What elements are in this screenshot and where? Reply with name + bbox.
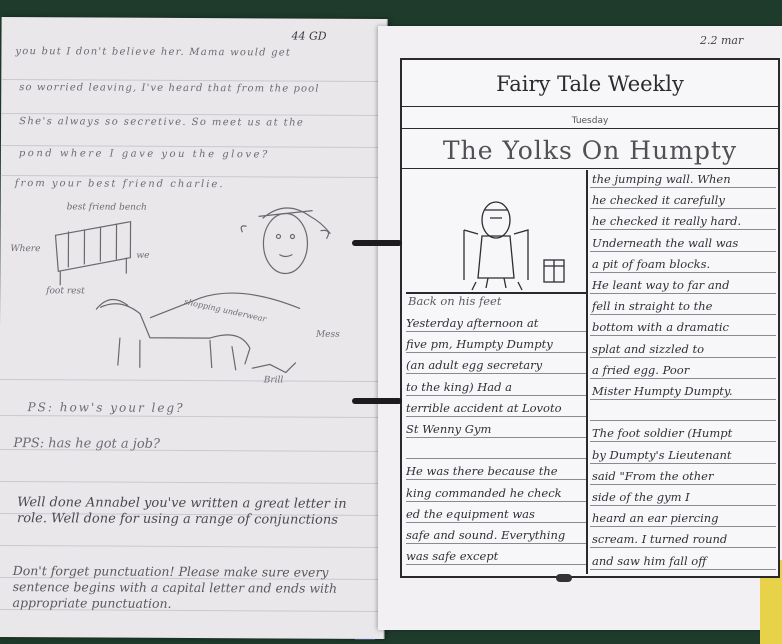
article-line: splat and sizzled to [592, 341, 705, 356]
column-divider [586, 170, 588, 574]
letter-line: from your best friend charlie. [14, 178, 225, 191]
article-line: The foot soldier (Humpt [592, 426, 733, 441]
sketch-label: best friend bench [66, 202, 147, 213]
article-line: the jumping wall. When [592, 172, 731, 186]
letter-line: pond where I gave you the glove? [18, 148, 270, 161]
article-line: he checked it carefully [592, 193, 725, 208]
article-line: and saw him fall off [592, 553, 707, 568]
article-line: (an adult egg secretary [406, 358, 543, 373]
letter-line: so worried leaving, I've heard that from the pool [19, 82, 320, 95]
left-page [0, 17, 388, 639]
binder-ring-bottom [352, 398, 402, 404]
picture-box [406, 170, 588, 292]
sketch-label: Mess [315, 329, 340, 340]
writing-line [406, 416, 586, 417]
article-line: king commanded he check [406, 485, 562, 500]
date-label: Tuesday [571, 116, 609, 126]
article-line: five pm, Humpty Dumpty [406, 337, 553, 352]
article-line: He leant way to far and [592, 278, 730, 292]
writing-line [590, 399, 776, 400]
article-line: scream. I turned round [592, 532, 728, 547]
article-line: bottom with a dramatic [592, 320, 729, 335]
article-line: a fried egg. Poor [592, 362, 690, 377]
sketch-label: Where [10, 244, 41, 255]
writing-line [590, 420, 776, 421]
article-line: Yesterday afternoon at [406, 316, 539, 330]
article-line: terrible accident at Lovoto [406, 400, 562, 415]
article-line: was safe except [406, 549, 499, 564]
writing-line [406, 501, 586, 502]
binder-ring-top [352, 240, 402, 246]
writing-line [590, 547, 776, 548]
newspaper-title: Fairy Tale Weekly [496, 72, 684, 96]
letter-line: She's always so secretive. So meet us at the [19, 116, 305, 129]
writing-line [590, 484, 776, 485]
writing-line [590, 335, 776, 336]
writing-line [406, 564, 586, 565]
publisher-logo [556, 574, 572, 582]
writing-line [590, 293, 776, 294]
article-line: St Wenny Gym [406, 422, 492, 436]
article-line: heard an ear piercing [592, 511, 719, 526]
corner-mark: 2.2 mar [700, 34, 744, 47]
writing-line [590, 187, 776, 188]
writing-line [590, 251, 776, 252]
article-line: by Dumpty's Lieutenant [592, 447, 732, 462]
writing-line [590, 208, 776, 209]
article-line: Underneath the wall was [592, 235, 739, 250]
writing-line [406, 458, 586, 459]
article-line: fell in straight to the [592, 299, 713, 314]
writing-line [406, 437, 586, 438]
humpty-drawing [406, 170, 586, 292]
writing-line [590, 463, 776, 464]
article-line: a pit of foam blocks. [592, 256, 711, 271]
article-line: side of the gym I [592, 490, 690, 504]
header-mark: 44 GD [291, 29, 327, 43]
sketch-label: foot rest [46, 286, 85, 297]
writing-line [406, 522, 586, 523]
article-line: to the king) Had a [406, 379, 513, 394]
article-line: safe and sound. Everything [406, 528, 566, 542]
writing-line [406, 373, 586, 374]
writing-line [406, 395, 586, 396]
writing-line [590, 229, 776, 230]
ps-line: PS: how's your leg? [27, 400, 185, 415]
headline: The Yolks On Humpty [442, 136, 738, 165]
sketch-label: Brill [263, 375, 284, 386]
writing-line [590, 378, 776, 379]
article-line: he checked it really hard. [592, 214, 742, 229]
teacher-comment-praise: Well done Annabel you've written a great letter in role. Well done for using a range of conjunctions [16, 495, 347, 528]
sketch-label: shopping underwear [183, 297, 268, 324]
letter-line: you but I don't believe her. Mama would get [15, 46, 292, 59]
article-line: said "From the other [592, 468, 714, 483]
writing-line [406, 479, 586, 480]
writing-line [406, 331, 586, 332]
article-line: ed the equipment was [406, 506, 535, 521]
writing-line [590, 569, 776, 570]
article-line: He was there because the [406, 464, 558, 479]
writing-line [590, 441, 776, 442]
sketch-label: we [136, 250, 150, 261]
writing-line [406, 352, 586, 353]
teacher-comment-target: Don't forget punctuation! Please make sure every sentence begins with a capital letter and ends with appropriate punctuation. [12, 563, 338, 611]
newspaper-template [400, 58, 780, 578]
writing-line [590, 357, 776, 358]
writing-line [590, 314, 776, 315]
ps-line: PPS: has he got a job? [13, 436, 161, 452]
writing-line [590, 272, 776, 273]
writing-line [590, 526, 776, 527]
article-line: Mister Humpty Dumpty. [592, 384, 733, 398]
writing-line [590, 505, 776, 506]
picture-caption: Back on his feet [408, 294, 502, 308]
writing-line [406, 543, 586, 544]
